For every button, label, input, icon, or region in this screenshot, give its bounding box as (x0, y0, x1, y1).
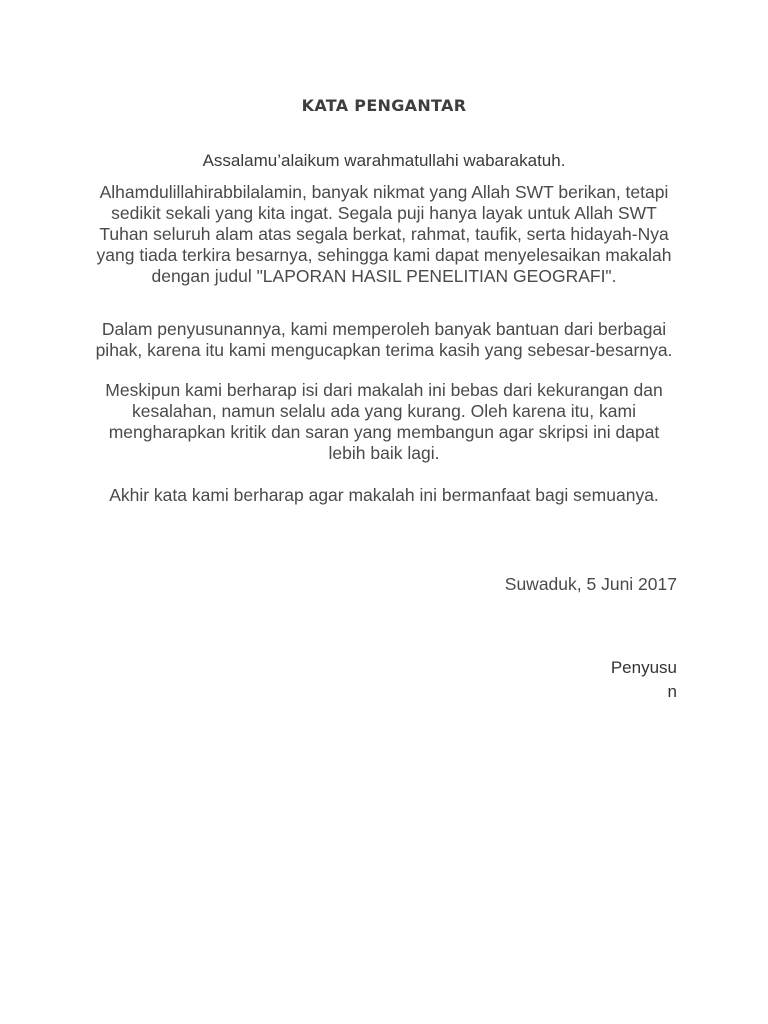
paragraph-line: lebih baik lagi. (328, 443, 440, 463)
author-line: Penyusu (610, 658, 677, 677)
paragraph-line: sedikit sekali yang kita ingat. Segala puji hanya layak untuk Allah SWT (111, 203, 657, 223)
paragraph-line: Dalam penyusunannya, kami memperoleh banyak bantuan dari berbagai (101, 319, 667, 339)
author-signature (611, 656, 677, 704)
paragraph-line: dengan judul "LAPORAN HASIL PENELITIAN GEOGRAFI". (151, 266, 617, 286)
paragraph-line: Tuhan seluruh alam atas segala berkat, rahmat, taufik, serta hidayah-Nya (99, 224, 669, 244)
paragraph-2 (84, 319, 684, 361)
place-date: Suwaduk, 5 Juni 2017 (504, 574, 677, 594)
paragraph-line: Akhir kata kami berharap agar makalah ini bermanfaat bagi semuanya. (109, 485, 659, 505)
paragraph-line: yang tiada terkira besarnya, sehingga kami dapat menyelesaikan makalah (96, 245, 672, 265)
paragraph-line: pihak, karena itu kami mengucapkan terima kasih yang sebesar-besarnya. (95, 340, 673, 360)
page-title: KATA PENGANTAR (301, 96, 467, 115)
paragraph-4 (84, 485, 684, 506)
paragraph-1 (84, 182, 684, 287)
greeting: Assalamu’alaikum warahmatullahi wabarakatuh. (202, 151, 566, 170)
paragraph-3 (84, 380, 684, 464)
paragraph-line: kesalahan, namun selalu ada yang kurang. Oleh karena itu, kami (132, 401, 636, 421)
paragraph-line: Meskipun kami berharap isi dari makalah ini bebas dari kekurangan dan (105, 380, 663, 400)
paragraph-line: mengharapkan kritik dan saran yang membangun agar skripsi ini dapat (108, 422, 660, 442)
author-line: n (667, 682, 677, 701)
paragraph-line: Alhamdulillahirabbilalamin, banyak nikmat yang Allah SWT berikan, tetapi (99, 182, 669, 202)
